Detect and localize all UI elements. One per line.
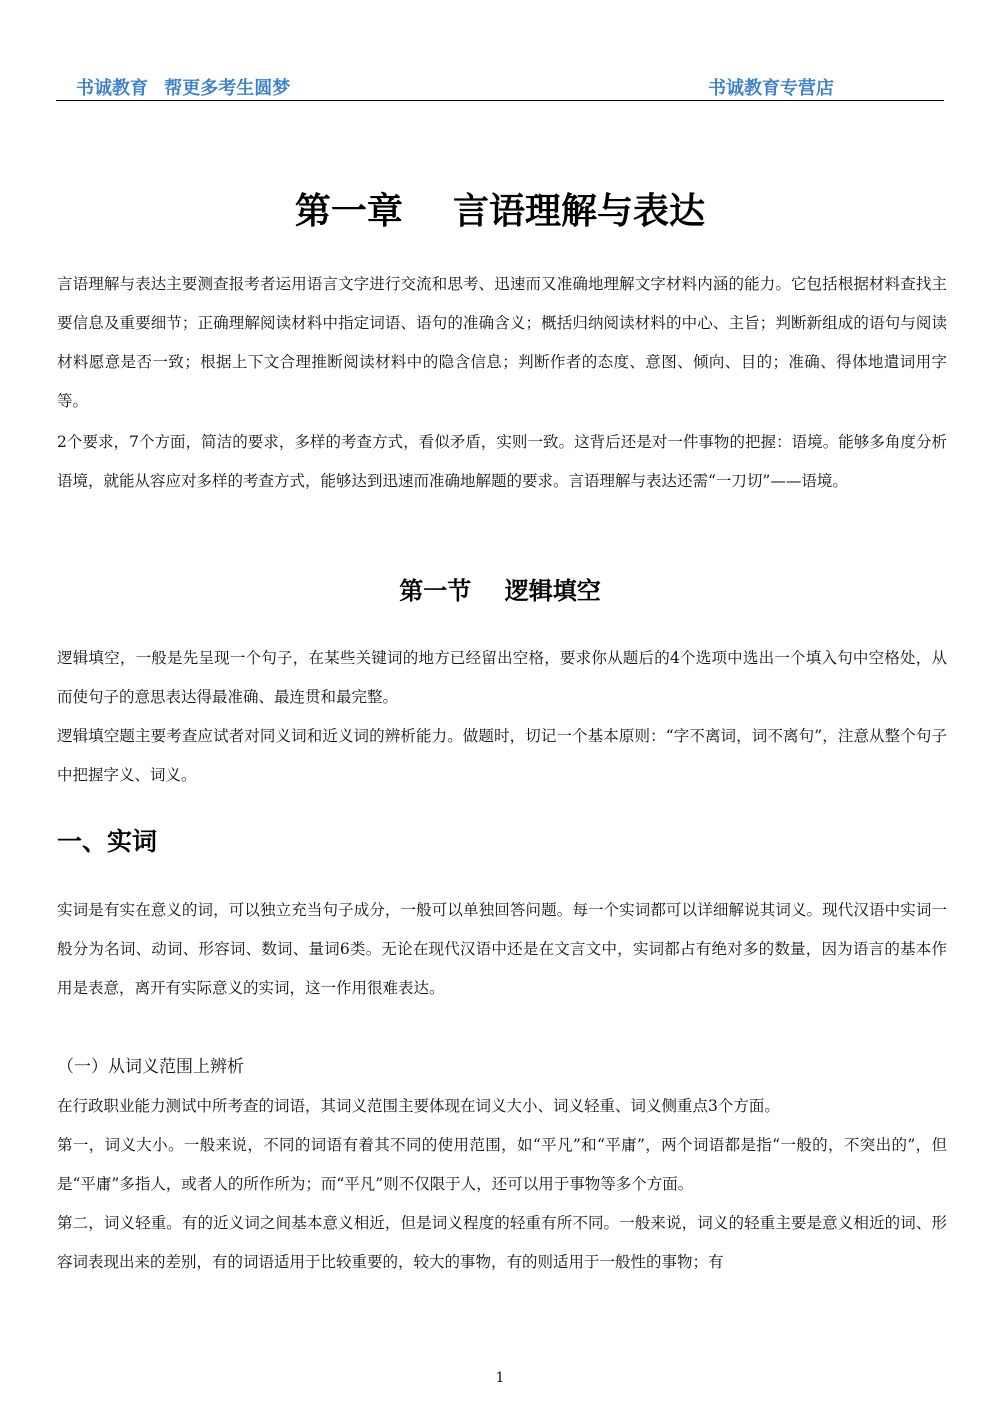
- section-title: 第一节 逻辑填空: [399, 577, 601, 605]
- content-paragraph: 实词是有实在意义的词，可以独立充当句子成分，一般可以单独回答问题。每一个实词都可以详细解说其词义。现代汉语中实词一般分为名词、动词、形容词、数词、量词6类。无论在现代汉语中还是在文言文中，实词都占有绝对多的数量，因为语言的基本作用是表意，离开有实际意义的实词，这一作用很难表达。: [57, 901, 947, 997]
- section-paragraph-1: 逻辑填空，一般是先呈现一个句子，在某些关键词的地方已经留出空格，要求你从题后的4个选项中选出一个填入句中空格处，从而使句子的意思表达得最准确、最连贯和最完整。: [57, 649, 947, 706]
- page-number: 1: [495, 1370, 505, 1386]
- detail-paragraph-1: 在行政职业能力测试中所考查的词语，其词义范围主要体现在词义大小、词义轻重、词义侧重点3个方面。: [57, 1097, 780, 1115]
- chapter-title: 第一章 言语理解与表达: [294, 191, 706, 232]
- header-store-name: 书诚教育专营店: [708, 78, 834, 99]
- sub-heading: （一）从词义范围上辨析: [57, 1057, 244, 1077]
- detail-paragraph-3: 第二，词义轻重。有的近义词之间基本意义相近，但是词义程度的轻重有所不同。一般来说，词义的轻重主要是意义相近的词、形容词表现出来的差别，有的词语适用于比较重要的，较大的事物，有的则适用于一般性的事物；有: [57, 1214, 947, 1271]
- page-header: [56, 70, 944, 101]
- heading-shici: 一、实词: [57, 827, 158, 856]
- header-slogan: 书诚教育 帮更多考生圆梦: [76, 78, 291, 99]
- detail-paragraph-2: 第一，词义大小。一般来说，不同的词语有着其不同的使用范围，如“平凡”和“平庸”，两个词语都是指“一般的，不突出的”，但是“平庸”多指人，或者人的所作所为；而“平凡”则不仅限于人，还可以用于事物等多个方面。: [57, 1136, 947, 1193]
- intro-paragraph-1: 言语理解与表达主要测查报考者运用语言文字进行交流和思考、迅速而又准确地理解文字材料内涵的能力。它包括根据材料查找主要信息及重要细节；正确理解阅读材料中指定词语、语句的准确含义；概括归纳阅读材料的中心、主旨；判断新组成的语句与阅读材料愿意是否一致；根据上下文合理推断阅读材料中的隐含信息；判断作者的态度、意图、倾向、目的；准确、得体地遣词用字等。: [57, 275, 947, 410]
- section-paragraph-2: 逻辑填空题主要考查应试者对同义词和近义词的辨析能力。做题时，切记一个基本原则：“字不离词，词不离句”，注意从整个句子中把握字义、词义。: [57, 727, 947, 784]
- intro-paragraph-2: 2个要求，7个方面，简洁的要求，多样的考查方式，看似矛盾，实则一致。这背后还是对一件事物的把握：语境。能够多角度分析语境，就能从容应对多样的考查方式，能够达到迅速而准确地解题的要求。言语理解与表达还需“一刀切”——语境。: [57, 433, 947, 490]
